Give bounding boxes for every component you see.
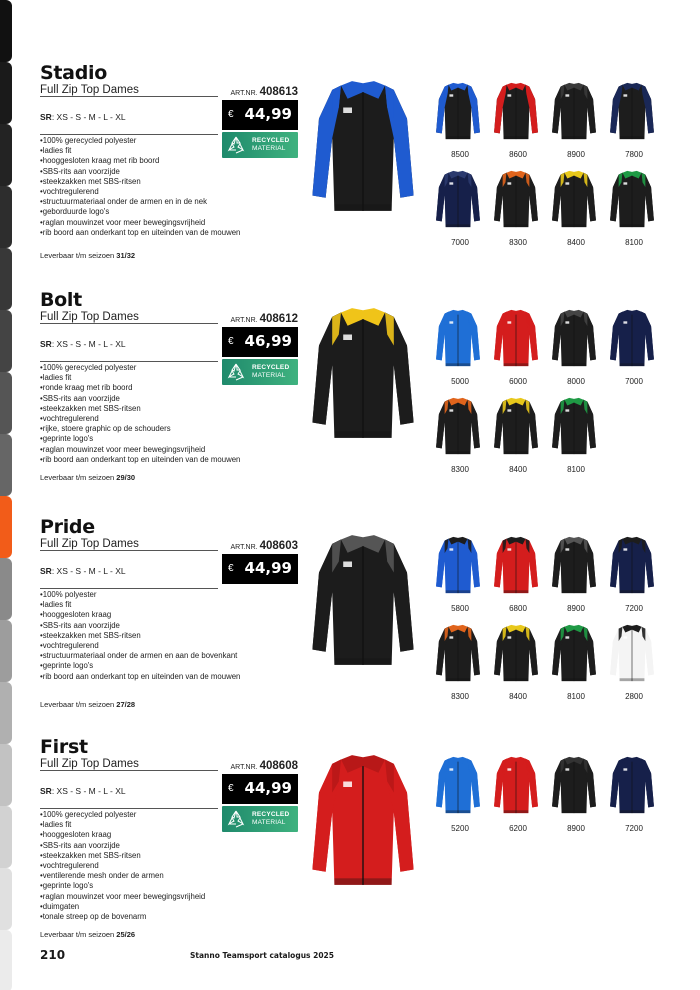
product-stadio	[0, 62, 700, 288]
feature-item: • steekzakken met SBS-ritsen	[40, 177, 300, 187]
feature-item: • 100% gerecycled polyester	[40, 810, 300, 820]
material-label: MATERIAL	[252, 145, 286, 152]
feature-list	[40, 810, 300, 922]
size-list: : XS - S - M - L - XL	[51, 339, 126, 349]
currency-symbol: €	[228, 563, 234, 574]
main-product-image[interactable]	[308, 299, 418, 449]
variant-jacket-image	[492, 80, 540, 142]
feature-item: • 100% gerecycled polyester	[40, 363, 300, 373]
feature-item: • SBS-rits aan voorzijde	[40, 394, 300, 404]
color-variant[interactable]	[608, 80, 660, 159]
color-variant[interactable]	[434, 534, 486, 613]
feature-item: • SBS-rits aan voorzijde	[40, 621, 300, 631]
color-code: 8500	[451, 150, 469, 159]
variant-jacket-image	[608, 307, 656, 369]
color-variant[interactable]	[550, 395, 602, 474]
feature-item: • steekzakken met SBS-ritsen	[40, 404, 300, 414]
variant-jacket-image	[550, 395, 598, 457]
feature-item: • hooggesloten kraag met rib boord	[40, 156, 300, 166]
variant-jacket-image	[550, 534, 598, 596]
feature-item: • ronde kraag met rib boord	[40, 383, 300, 393]
color-variant[interactable]	[492, 307, 544, 386]
color-variant[interactable]	[608, 622, 660, 701]
feature-item: • vochtregulerend	[40, 861, 300, 871]
feature-item: • 100% gerecycled polyester	[40, 136, 300, 146]
feature-list	[40, 363, 300, 465]
page-number: 210	[40, 948, 66, 962]
product-title: Pride	[40, 516, 95, 538]
feature-item: • tonale streep op de bovenarm	[40, 912, 300, 922]
divider	[40, 323, 218, 324]
color-code: 8900	[567, 150, 585, 159]
feature-item: • SBS-rits aan voorzijde	[40, 841, 300, 851]
season-value: 25/26	[116, 930, 136, 939]
feature-item: • duimgaten	[40, 902, 300, 912]
color-code: 8400	[509, 465, 527, 474]
color-code: 6000	[509, 377, 527, 386]
article-number	[231, 313, 298, 325]
color-variant[interactable]	[550, 622, 602, 701]
product-title: Bolt	[40, 289, 82, 311]
variant-jacket-image	[608, 168, 656, 230]
feature-item: • rijke, stoere graphic op de schouders	[40, 424, 300, 434]
color-code: 6800	[509, 604, 527, 613]
color-code: 8100	[567, 465, 585, 474]
season-label: Leverbaar t/m seizoen	[40, 473, 117, 482]
feature-item: • 100% polyester	[40, 590, 300, 600]
price-tag	[222, 100, 298, 130]
color-code: 8900	[567, 824, 585, 833]
divider	[40, 96, 218, 97]
size-label: SR	[40, 566, 52, 576]
feature-item: • steekzakken met SBS-ritsen	[40, 851, 300, 861]
color-variant[interactable]	[550, 754, 602, 833]
feature-item: • ladies fit	[40, 373, 300, 383]
variant-jacket-image	[434, 80, 482, 142]
price-tag	[222, 774, 298, 804]
color-code: 8400	[509, 692, 527, 701]
color-variant[interactable]	[434, 307, 486, 386]
variant-jacket-image	[550, 754, 598, 816]
size-list: : XS - S - M - L - XL	[51, 566, 126, 576]
feature-item: • ladies fit	[40, 820, 300, 830]
main-jacket-image	[308, 299, 418, 447]
price-tag	[222, 327, 298, 357]
feature-item: • rib boord aan onderkant top en uiteinden van de mouwen	[40, 228, 300, 238]
feature-item: • hooggesloten kraag	[40, 610, 300, 620]
article-value: 408612	[259, 313, 298, 325]
color-variant[interactable]	[492, 168, 544, 247]
season-value: 27/28	[116, 700, 136, 709]
divider	[40, 588, 218, 589]
feature-item: • ventilerende mesh onder de armen	[40, 871, 300, 881]
divider	[40, 361, 218, 362]
feature-item: • structuurmateriaal onder de armen en aan de bovenkant	[40, 651, 300, 661]
divider	[40, 808, 218, 809]
feature-item: • vochtregulerend	[40, 641, 300, 651]
recycled-label: RECYCLED	[252, 364, 290, 371]
variant-jacket-image	[434, 534, 482, 596]
color-variant[interactable]	[492, 754, 544, 833]
variant-jacket-image	[492, 754, 540, 816]
color-variant[interactable]	[608, 168, 660, 247]
color-code: 7200	[625, 604, 643, 613]
color-variant[interactable]	[608, 307, 660, 386]
season-availability	[40, 700, 135, 709]
variant-jacket-image	[550, 307, 598, 369]
main-jacket-image	[308, 746, 418, 894]
variant-jacket-image	[608, 622, 656, 684]
color-code: 2800	[625, 692, 643, 701]
article-value: 408608	[259, 760, 298, 772]
variant-jacket-image	[492, 168, 540, 230]
feature-list	[40, 136, 300, 238]
feature-item: • geborduurde logo's	[40, 207, 300, 217]
variant-jacket-image	[492, 307, 540, 369]
main-jacket-image	[308, 526, 418, 674]
price-value: 44,99	[244, 105, 292, 123]
color-code: 8300	[451, 692, 469, 701]
color-code: 8000	[567, 377, 585, 386]
variant-jacket-image	[608, 754, 656, 816]
divider	[40, 770, 218, 771]
color-variant[interactable]	[608, 534, 660, 613]
product-title: Stadio	[40, 62, 107, 84]
size-range	[40, 112, 126, 122]
color-code: 5000	[451, 377, 469, 386]
price-value: 44,99	[244, 559, 292, 577]
season-value: 31/32	[116, 251, 136, 260]
season-label: Leverbaar t/m seizoen	[40, 930, 117, 939]
variant-jacket-image	[608, 534, 656, 596]
color-code: 8900	[567, 604, 585, 613]
size-label: SR	[40, 786, 52, 796]
price-value: 44,99	[244, 779, 292, 797]
feature-item: • geprinte logo's	[40, 661, 300, 671]
product-title: First	[40, 736, 88, 758]
feature-item: • rib boord aan onderkant top en uiteinden van de mouwen	[40, 455, 300, 465]
product-subtitle: Full Zip Top Dames	[40, 311, 139, 323]
color-code: 8100	[625, 238, 643, 247]
product-bolt	[0, 289, 700, 515]
season-availability	[40, 930, 135, 939]
main-jacket-image	[308, 72, 418, 220]
section-tab[interactable]	[0, 0, 12, 62]
variant-jacket-image	[434, 754, 482, 816]
color-code: 8300	[509, 238, 527, 247]
size-label: SR	[40, 112, 52, 122]
color-code: 7800	[625, 150, 643, 159]
feature-item: • SBS-rits aan voorzijde	[40, 167, 300, 177]
color-variant[interactable]	[608, 754, 660, 833]
feature-item: • vochtregulerend	[40, 187, 300, 197]
color-code: 8400	[567, 238, 585, 247]
color-variant[interactable]	[434, 622, 486, 701]
color-variant[interactable]	[492, 534, 544, 613]
feature-item: • steekzakken met SBS-ritsen	[40, 631, 300, 641]
color-code: 7000	[625, 377, 643, 386]
price-tag	[222, 554, 298, 584]
feature-item: • structuurmateriaal onder de armen en in de nek	[40, 197, 300, 207]
color-code: 8600	[509, 150, 527, 159]
feature-item: • hooggesloten kraag	[40, 830, 300, 840]
color-variant[interactable]	[492, 395, 544, 474]
color-variant[interactable]	[550, 80, 602, 159]
season-label: Leverbaar t/m seizoen	[40, 251, 117, 260]
product-subtitle: Full Zip Top Dames	[40, 84, 139, 96]
product-first	[0, 736, 700, 962]
feature-item: • rib boord aan onderkant top en uiteinden van de mouwen	[40, 672, 300, 682]
currency-symbol: €	[228, 336, 234, 347]
variant-jacket-image	[550, 622, 598, 684]
article-value: 408613	[259, 86, 298, 98]
article-label: ART.NR.	[230, 90, 258, 97]
size-range	[40, 566, 126, 576]
feature-item: • raglan mouwinzet voor meer bewegingsvrijheid	[40, 218, 300, 228]
variant-jacket-image	[434, 622, 482, 684]
season-availability	[40, 473, 135, 482]
color-variant[interactable]	[492, 80, 544, 159]
price-value: 46,99	[244, 332, 292, 350]
main-product-image[interactable]	[308, 72, 418, 222]
variant-jacket-image	[434, 307, 482, 369]
main-product-image[interactable]	[308, 526, 418, 676]
color-code: 6200	[509, 824, 527, 833]
size-label: SR	[40, 339, 52, 349]
color-variant[interactable]	[434, 754, 486, 833]
product-subtitle: Full Zip Top Dames	[40, 758, 139, 770]
season-availability	[40, 251, 135, 260]
main-product-image[interactable]	[308, 746, 418, 896]
recycled-label: RECYCLED	[252, 811, 290, 818]
divider	[40, 550, 218, 551]
variant-jacket-image	[492, 534, 540, 596]
size-range	[40, 339, 126, 349]
size-list: : XS - S - M - L - XL	[51, 786, 126, 796]
article-label: ART.NR.	[230, 317, 258, 324]
product-subtitle: Full Zip Top Dames	[40, 538, 139, 550]
color-variant[interactable]	[550, 168, 602, 247]
feature-item: • ladies fit	[40, 600, 300, 610]
color-code: 7000	[451, 238, 469, 247]
variant-jacket-image	[492, 622, 540, 684]
size-list: : XS - S - M - L - XL	[51, 112, 126, 122]
variant-jacket-image	[608, 80, 656, 142]
product-pride	[0, 516, 700, 742]
material-label: MATERIAL	[252, 819, 286, 826]
feature-item: • vochtregulerend	[40, 414, 300, 424]
color-code: 8100	[567, 692, 585, 701]
catalog-title: Stanno Teamsport catalogus 2025	[190, 951, 334, 960]
color-variant[interactable]	[550, 534, 602, 613]
color-code: 8300	[451, 465, 469, 474]
feature-item: • raglan mouwinzet voor meer bewegingsvrijheid	[40, 445, 300, 455]
feature-item: • geprinte logo's	[40, 434, 300, 444]
variant-jacket-image	[434, 168, 482, 230]
feature-item: • ladies fit	[40, 146, 300, 156]
color-variant[interactable]	[550, 307, 602, 386]
article-number	[231, 86, 298, 98]
recycled-label: RECYCLED	[252, 137, 290, 144]
color-code: 7200	[625, 824, 643, 833]
currency-symbol: €	[228, 783, 234, 794]
article-number	[231, 540, 298, 552]
color-variant[interactable]	[434, 168, 486, 247]
variant-jacket-image	[434, 395, 482, 457]
feature-item: • geprinte logo's	[40, 881, 300, 891]
material-label: MATERIAL	[252, 372, 286, 379]
size-range	[40, 786, 126, 796]
article-label: ART.NR.	[230, 544, 258, 551]
article-label: ART.NR.	[230, 764, 258, 771]
article-value: 408603	[259, 540, 298, 552]
season-label: Leverbaar t/m seizoen	[40, 700, 117, 709]
color-variant[interactable]	[492, 622, 544, 701]
feature-list	[40, 590, 300, 682]
color-code: 5200	[451, 824, 469, 833]
color-variant[interactable]	[434, 395, 486, 474]
variant-jacket-image	[492, 395, 540, 457]
color-variant[interactable]	[434, 80, 486, 159]
article-number	[231, 760, 298, 772]
feature-item: • raglan mouwinzet voor meer bewegingsvrijheid	[40, 892, 300, 902]
variant-jacket-image	[550, 80, 598, 142]
season-value: 29/30	[116, 473, 136, 482]
color-code: 5800	[451, 604, 469, 613]
variant-jacket-image	[550, 168, 598, 230]
divider	[40, 134, 218, 135]
currency-symbol: €	[228, 109, 234, 120]
